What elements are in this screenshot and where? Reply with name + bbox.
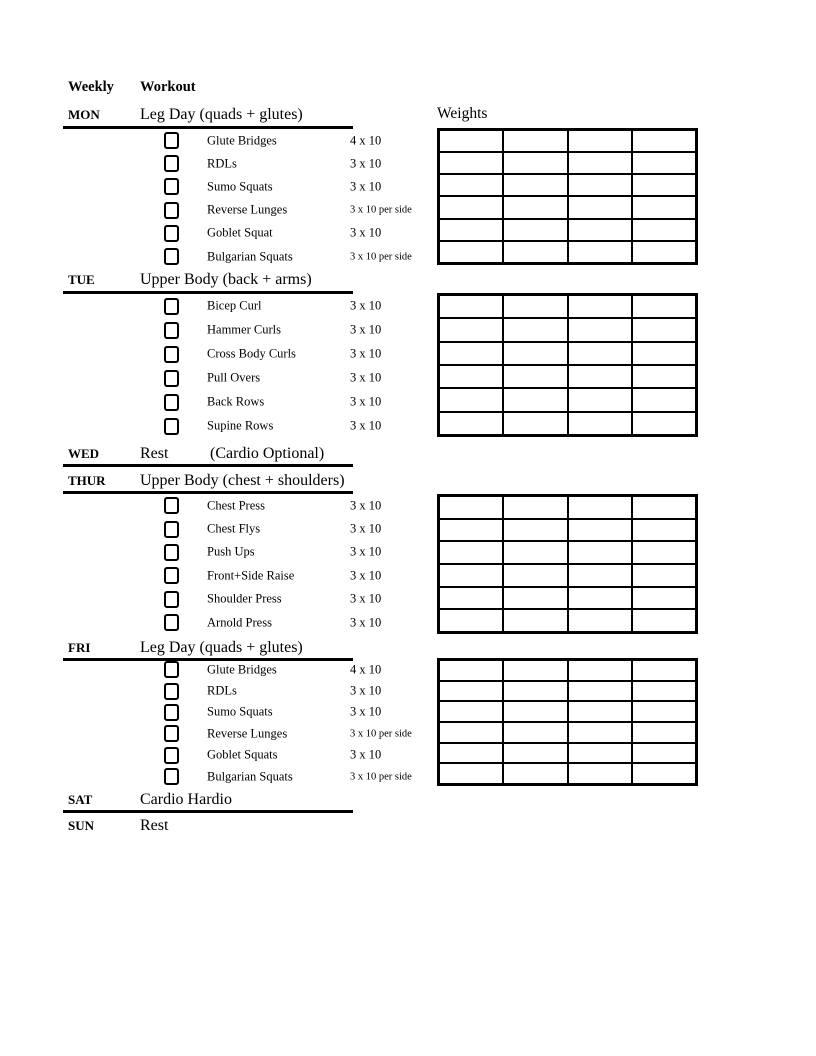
exercise-sets: 3 x 10 bbox=[350, 747, 382, 762]
exercise-name: Cross Body Curls bbox=[207, 346, 296, 361]
exercise-name: Glute Bridges bbox=[207, 133, 277, 148]
section-title: Cardio Hardio bbox=[140, 791, 232, 808]
day-label: TUE bbox=[68, 272, 95, 287]
exercise-checkbox[interactable] bbox=[164, 521, 179, 538]
weight-cell[interactable] bbox=[503, 295, 567, 318]
exercise-name: Push Ups bbox=[207, 544, 255, 559]
weight-cell[interactable] bbox=[632, 681, 696, 702]
weight-cell[interactable] bbox=[568, 722, 632, 743]
weight-cell[interactable] bbox=[568, 609, 632, 632]
exercise-row bbox=[0, 564, 460, 587]
weight-cell[interactable] bbox=[568, 587, 632, 610]
exercise-row bbox=[0, 342, 460, 366]
exercise-checkbox[interactable] bbox=[164, 768, 179, 785]
exercise-name: Pull Overs bbox=[207, 370, 261, 385]
exercise-list-mon bbox=[0, 129, 460, 268]
weight-cell[interactable] bbox=[632, 722, 696, 743]
weight-cell[interactable] bbox=[503, 130, 567, 152]
exercise-checkbox[interactable] bbox=[164, 322, 179, 339]
exercise-row bbox=[0, 390, 460, 414]
weight-cell[interactable] bbox=[503, 564, 567, 587]
day-header-sat bbox=[0, 790, 460, 810]
exercise-sets: 4 x 10 bbox=[350, 133, 382, 148]
weight-cell[interactable] bbox=[568, 743, 632, 764]
exercise-sets: 3 x 10 bbox=[350, 322, 382, 337]
weight-cell[interactable] bbox=[568, 174, 632, 196]
weight-cell[interactable] bbox=[503, 365, 567, 388]
day-header-wed bbox=[0, 444, 460, 464]
section-title: Leg Day (quads + glutes) bbox=[140, 639, 303, 656]
day-label: SUN bbox=[68, 818, 95, 833]
weight-cell[interactable] bbox=[568, 365, 632, 388]
exercise-sets: 3 x 10 bbox=[350, 179, 382, 194]
weight-cell[interactable] bbox=[568, 519, 632, 542]
exercise-checkbox[interactable] bbox=[164, 567, 179, 584]
section-title: Upper Body (chest + shoulders) bbox=[140, 472, 345, 489]
weight-cell[interactable] bbox=[439, 295, 503, 318]
exercise-sets: 3 x 10 bbox=[350, 521, 382, 536]
exercise-row bbox=[0, 517, 460, 540]
weight-cell[interactable] bbox=[503, 342, 567, 365]
section-title: Leg Day (quads + glutes) bbox=[140, 106, 303, 123]
exercise-name: Front+Side Raise bbox=[207, 568, 295, 583]
day-label: SAT bbox=[68, 792, 93, 807]
exercise-name: Goblet Squats bbox=[207, 747, 278, 762]
weight-cell[interactable] bbox=[568, 388, 632, 411]
exercise-row bbox=[0, 152, 460, 175]
exercise-sets: 3 x 10 bbox=[350, 591, 382, 606]
weight-cell[interactable] bbox=[439, 587, 503, 610]
exercise-row bbox=[0, 766, 460, 787]
exercise-checkbox[interactable] bbox=[164, 747, 179, 764]
weight-cell[interactable] bbox=[503, 152, 567, 174]
exercise-list-thur bbox=[0, 494, 460, 634]
exercise-sets: 3 x 10 bbox=[350, 370, 382, 385]
exercise-checkbox[interactable] bbox=[164, 683, 179, 700]
header-rule bbox=[63, 810, 353, 813]
exercise-name: Chest Flys bbox=[207, 521, 261, 536]
exercise-name: Reverse Lunges bbox=[207, 202, 288, 217]
exercise-checkbox[interactable] bbox=[164, 225, 179, 242]
exercise-row bbox=[0, 199, 460, 222]
weight-cell[interactable] bbox=[439, 519, 503, 542]
exercise-sets: 3 x 10 bbox=[350, 346, 382, 361]
exercise-row bbox=[0, 723, 460, 744]
exercise-name: RDLs bbox=[207, 683, 237, 698]
weight-cell[interactable] bbox=[568, 496, 632, 519]
exercise-name: Back Rows bbox=[207, 394, 265, 409]
exercise-row bbox=[0, 175, 460, 198]
exercise-row bbox=[0, 366, 460, 390]
weight-cell[interactable] bbox=[439, 681, 503, 702]
weight-cell[interactable] bbox=[439, 609, 503, 632]
weight-cell[interactable] bbox=[632, 174, 696, 196]
weight-cell[interactable] bbox=[439, 130, 503, 152]
weight-cell[interactable] bbox=[632, 541, 696, 564]
exercise-name: Reverse Lunges bbox=[207, 726, 288, 741]
exercise-checkbox[interactable] bbox=[164, 248, 179, 265]
exercise-checkbox[interactable] bbox=[164, 704, 179, 721]
weight-cell[interactable] bbox=[503, 219, 567, 241]
exercise-sets: 3 x 10 bbox=[350, 615, 382, 630]
weight-cell[interactable] bbox=[568, 241, 632, 263]
weight-cell[interactable] bbox=[632, 130, 696, 152]
weight-cell[interactable] bbox=[439, 701, 503, 722]
page-title bbox=[0, 78, 450, 98]
exercise-row bbox=[0, 414, 460, 438]
page-title-word-1: Weekly bbox=[68, 79, 114, 95]
exercise-sets: 3 x 10 bbox=[350, 683, 382, 698]
weight-cell[interactable] bbox=[568, 295, 632, 318]
weight-cell[interactable] bbox=[439, 743, 503, 764]
exercise-name: Sumo Squats bbox=[207, 704, 273, 719]
section-title: Rest bbox=[140, 817, 169, 834]
weight-cell[interactable] bbox=[568, 318, 632, 341]
exercise-sets: 4 x 10 bbox=[350, 662, 382, 677]
weight-cell[interactable] bbox=[632, 388, 696, 411]
exercise-sets: 3 x 10 bbox=[350, 418, 382, 433]
weight-cell[interactable] bbox=[568, 130, 632, 152]
exercise-checkbox[interactable] bbox=[164, 370, 179, 387]
page-title-word-2: Workout bbox=[140, 79, 196, 95]
weight-cell[interactable] bbox=[503, 519, 567, 542]
weight-cell[interactable] bbox=[439, 219, 503, 241]
exercise-checkbox[interactable] bbox=[164, 614, 179, 631]
weight-cell[interactable] bbox=[439, 241, 503, 263]
weight-cell[interactable] bbox=[568, 196, 632, 218]
exercise-checkbox[interactable] bbox=[164, 202, 179, 219]
exercise-sets: 3 x 10 bbox=[350, 298, 382, 313]
weight-cell[interactable] bbox=[439, 496, 503, 519]
exercise-row bbox=[0, 745, 460, 766]
weights-table-tue bbox=[437, 293, 698, 437]
weight-cell[interactable] bbox=[632, 660, 696, 681]
exercise-checkbox[interactable] bbox=[164, 155, 179, 172]
weight-cell[interactable] bbox=[503, 541, 567, 564]
day-header-sun bbox=[0, 816, 460, 836]
day-header-fri bbox=[0, 638, 460, 658]
exercise-row bbox=[0, 245, 460, 268]
weight-cell[interactable] bbox=[503, 496, 567, 519]
weight-cell[interactable] bbox=[632, 496, 696, 519]
weight-cell[interactable] bbox=[503, 681, 567, 702]
exercise-sets: 3 x 10 bbox=[350, 156, 382, 171]
weight-cell[interactable] bbox=[503, 609, 567, 632]
weight-cell[interactable] bbox=[632, 701, 696, 722]
weight-cell[interactable] bbox=[632, 365, 696, 388]
exercise-name: Bulgarian Squats bbox=[207, 249, 293, 264]
exercise-sets: 3 x 10 per side bbox=[350, 204, 412, 216]
exercise-name: Shoulder Press bbox=[207, 591, 282, 606]
exercise-sets: 3 x 10 bbox=[350, 544, 382, 559]
exercise-sets: 3 x 10 bbox=[350, 568, 382, 583]
weight-cell[interactable] bbox=[568, 763, 632, 784]
exercise-row bbox=[0, 494, 460, 517]
exercise-checkbox[interactable] bbox=[164, 418, 179, 435]
weights-table-fri bbox=[437, 658, 698, 786]
weight-cell[interactable] bbox=[632, 519, 696, 542]
weight-cell[interactable] bbox=[503, 388, 567, 411]
weight-cell[interactable] bbox=[503, 412, 567, 435]
weight-cell[interactable] bbox=[503, 701, 567, 722]
exercise-name: Chest Press bbox=[207, 498, 265, 513]
day-header-mon bbox=[0, 105, 460, 125]
exercise-name: Glute Bridges bbox=[207, 662, 277, 677]
day-label: FRI bbox=[68, 640, 91, 655]
exercise-sets: 3 x 10 per side bbox=[350, 728, 412, 740]
weight-cell[interactable] bbox=[568, 681, 632, 702]
exercise-row bbox=[0, 222, 460, 245]
day-header-tue bbox=[0, 270, 460, 290]
weight-cell[interactable] bbox=[503, 241, 567, 263]
weight-cell[interactable] bbox=[568, 564, 632, 587]
exercise-list-fri bbox=[0, 659, 460, 787]
exercise-list-tue bbox=[0, 294, 460, 438]
weight-cell[interactable] bbox=[568, 152, 632, 174]
weight-cell[interactable] bbox=[503, 196, 567, 218]
exercise-name: Hammer Curls bbox=[207, 322, 281, 337]
header-rule bbox=[63, 464, 353, 467]
weight-cell[interactable] bbox=[632, 152, 696, 174]
weight-cell[interactable] bbox=[568, 219, 632, 241]
weight-cell[interactable] bbox=[439, 365, 503, 388]
section-title: Upper Body (back + arms) bbox=[140, 271, 312, 288]
weight-cell[interactable] bbox=[439, 388, 503, 411]
weights-table-thur bbox=[437, 494, 698, 634]
weight-cell[interactable] bbox=[503, 174, 567, 196]
exercise-checkbox[interactable] bbox=[164, 178, 179, 195]
exercise-name: Bicep Curl bbox=[207, 298, 262, 313]
weight-cell[interactable] bbox=[568, 701, 632, 722]
weight-cell[interactable] bbox=[439, 412, 503, 435]
weight-cell[interactable] bbox=[632, 609, 696, 632]
weights-header: Weights bbox=[437, 105, 488, 122]
day-label: THUR bbox=[68, 473, 106, 488]
weight-cell[interactable] bbox=[568, 541, 632, 564]
exercise-name: RDLs bbox=[207, 156, 237, 171]
weight-cell[interactable] bbox=[439, 196, 503, 218]
weight-cell[interactable] bbox=[632, 564, 696, 587]
exercise-row bbox=[0, 541, 460, 564]
exercise-checkbox[interactable] bbox=[164, 544, 179, 561]
exercise-sets: 3 x 10 bbox=[350, 225, 382, 240]
exercise-checkbox[interactable] bbox=[164, 591, 179, 608]
weight-cell[interactable] bbox=[503, 318, 567, 341]
weight-cell[interactable] bbox=[439, 660, 503, 681]
weight-cell[interactable] bbox=[439, 722, 503, 743]
exercise-sets: 3 x 10 per side bbox=[350, 771, 412, 783]
exercise-row bbox=[0, 318, 460, 342]
exercise-checkbox[interactable] bbox=[164, 725, 179, 742]
weight-cell[interactable] bbox=[632, 763, 696, 784]
day-label: WED bbox=[68, 446, 100, 461]
exercise-name: Supine Rows bbox=[207, 418, 274, 433]
section-note: (Cardio Optional) bbox=[210, 445, 325, 462]
exercise-row bbox=[0, 702, 460, 723]
weight-cell[interactable] bbox=[439, 541, 503, 564]
weight-cell[interactable] bbox=[503, 587, 567, 610]
weight-cell[interactable] bbox=[439, 564, 503, 587]
weight-cell[interactable] bbox=[439, 318, 503, 341]
exercise-row bbox=[0, 680, 460, 701]
exercise-name: Bulgarian Squats bbox=[207, 769, 293, 784]
exercise-row bbox=[0, 294, 460, 318]
exercise-name: Sumo Squats bbox=[207, 179, 273, 194]
exercise-sets: 3 x 10 bbox=[350, 498, 382, 513]
weight-cell[interactable] bbox=[568, 412, 632, 435]
weight-cell[interactable] bbox=[439, 152, 503, 174]
exercise-row bbox=[0, 588, 460, 611]
exercise-checkbox[interactable] bbox=[164, 346, 179, 363]
exercise-row bbox=[0, 659, 460, 680]
exercise-row bbox=[0, 611, 460, 634]
weight-cell[interactable] bbox=[632, 219, 696, 241]
exercise-checkbox[interactable] bbox=[164, 394, 179, 411]
exercise-checkbox[interactable] bbox=[164, 132, 179, 149]
exercise-sets: 3 x 10 bbox=[350, 704, 382, 719]
day-label: MON bbox=[68, 107, 100, 122]
weights-table-mon bbox=[437, 128, 698, 265]
weight-cell[interactable] bbox=[632, 295, 696, 318]
weight-cell[interactable] bbox=[632, 412, 696, 435]
section-title: Rest bbox=[140, 445, 169, 462]
weight-cell[interactable] bbox=[439, 342, 503, 365]
weight-cell[interactable] bbox=[632, 587, 696, 610]
weight-cell[interactable] bbox=[568, 342, 632, 365]
weight-cell[interactable] bbox=[632, 241, 696, 263]
day-header-thur bbox=[0, 471, 460, 491]
exercise-checkbox[interactable] bbox=[164, 661, 179, 678]
weight-cell[interactable] bbox=[503, 722, 567, 743]
weight-cell[interactable] bbox=[503, 763, 567, 784]
exercise-sets: 3 x 10 per side bbox=[350, 251, 412, 263]
weight-cell[interactable] bbox=[568, 660, 632, 681]
exercise-sets: 3 x 10 bbox=[350, 394, 382, 409]
exercise-row bbox=[0, 129, 460, 152]
weight-cell[interactable] bbox=[632, 743, 696, 764]
weight-cell[interactable] bbox=[632, 342, 696, 365]
exercise-checkbox[interactable] bbox=[164, 497, 179, 514]
weight-cell[interactable] bbox=[632, 318, 696, 341]
weight-cell[interactable] bbox=[632, 196, 696, 218]
exercise-checkbox[interactable] bbox=[164, 298, 179, 315]
weight-cell[interactable] bbox=[503, 743, 567, 764]
exercise-name: Arnold Press bbox=[207, 615, 272, 630]
weight-cell[interactable] bbox=[439, 763, 503, 784]
exercise-name: Goblet Squat bbox=[207, 225, 273, 240]
weight-cell[interactable] bbox=[503, 660, 567, 681]
weight-cell[interactable] bbox=[439, 174, 503, 196]
